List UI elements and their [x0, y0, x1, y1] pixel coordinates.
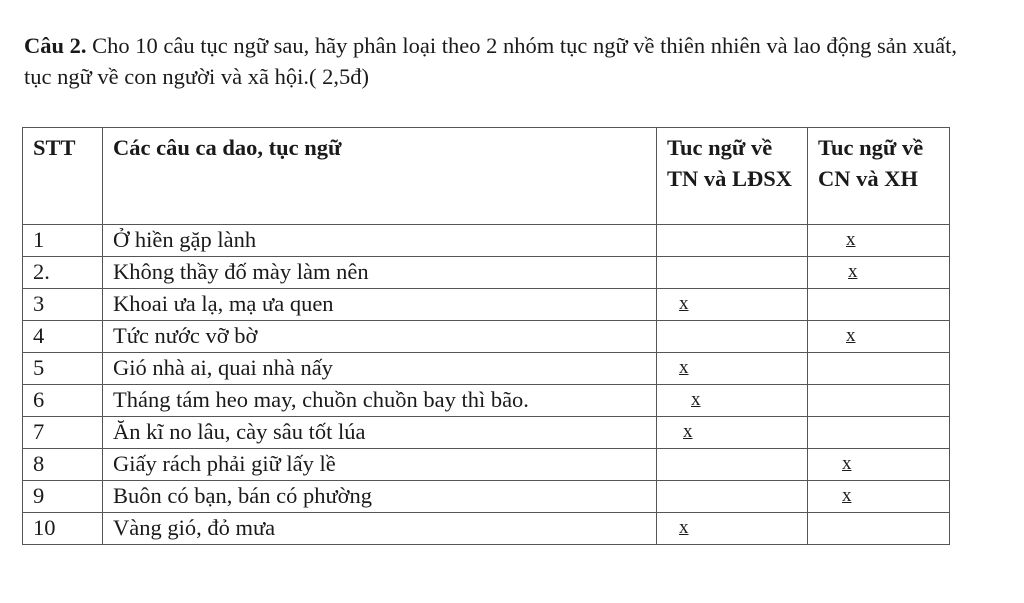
- row-mark-nature-labor: x: [657, 417, 808, 449]
- row-mark-people-society: [808, 385, 950, 417]
- row-stt: 8: [23, 449, 103, 481]
- question-text: [24, 30, 984, 92]
- row-stt: 1: [23, 225, 103, 257]
- row-proverb: Không thầy đố mày làm nên: [103, 257, 657, 289]
- row-proverb: Khoai ưa lạ, mạ ưa quen: [103, 289, 657, 321]
- proverb-table: [22, 127, 950, 545]
- row-mark-people-society: [808, 353, 950, 385]
- row-mark-nature-labor: x: [657, 289, 808, 321]
- question-label: Câu 2.: [24, 33, 87, 58]
- row-proverb: Gió nhà ai, quai nhà nấy: [103, 353, 657, 385]
- row-stt: 10: [23, 513, 103, 545]
- row-mark-nature-labor: x: [657, 513, 808, 545]
- table-row: [23, 481, 950, 513]
- table-row: [23, 417, 950, 449]
- row-mark-people-society: [808, 513, 950, 545]
- row-stt: 7: [23, 417, 103, 449]
- row-mark-people-society: x: [808, 225, 950, 257]
- header-people-society: Tuc ngữ về CN và XH: [808, 128, 950, 225]
- row-stt: 9: [23, 481, 103, 513]
- row-mark-nature-labor: [657, 257, 808, 289]
- table-row: [23, 321, 950, 353]
- row-mark-people-society: x: [808, 257, 950, 289]
- table-row: [23, 289, 950, 321]
- row-stt: 4: [23, 321, 103, 353]
- row-mark-nature-labor: [657, 225, 808, 257]
- question-body: Cho 10 câu tục ngữ sau, hãy phân loại theo 2 nhóm tục ngữ về thiên nhiên và lao động sản xuất, tục ngữ về con người và xã hội.( 2,5đ): [24, 33, 957, 89]
- row-mark-nature-labor: x: [657, 385, 808, 417]
- row-mark-people-society: [808, 417, 950, 449]
- table-row: [23, 257, 950, 289]
- row-mark-people-society: [808, 289, 950, 321]
- row-mark-nature-labor: [657, 449, 808, 481]
- row-mark-nature-labor: x: [657, 353, 808, 385]
- row-proverb: Vàng gió, đỏ mưa: [103, 513, 657, 545]
- row-mark-nature-labor: [657, 321, 808, 353]
- table-header-row: [23, 128, 950, 225]
- table-row: [23, 225, 950, 257]
- row-proverb: Tức nước vỡ bờ: [103, 321, 657, 353]
- row-stt: 3: [23, 289, 103, 321]
- row-mark-people-society: x: [808, 321, 950, 353]
- row-mark-people-society: x: [808, 449, 950, 481]
- row-proverb: Ở hiền gặp lành: [103, 225, 657, 257]
- row-mark-nature-labor: [657, 481, 808, 513]
- table-row: [23, 449, 950, 481]
- table-row: [23, 353, 950, 385]
- table-row: [23, 513, 950, 545]
- row-stt: 6: [23, 385, 103, 417]
- row-proverb: Ăn kĩ no lâu, cày sâu tốt lúa: [103, 417, 657, 449]
- header-proverb: Các câu ca dao, tục ngữ: [103, 128, 657, 225]
- table-row: [23, 385, 950, 417]
- row-mark-people-society: x: [808, 481, 950, 513]
- header-stt: STT: [23, 128, 103, 225]
- row-proverb: Tháng tám heo may, chuồn chuồn bay thì bão.: [103, 385, 657, 417]
- row-stt: 2.: [23, 257, 103, 289]
- row-stt: 5: [23, 353, 103, 385]
- header-nature-labor: Tuc ngữ về TN và LĐSX: [657, 128, 808, 225]
- row-proverb: Buôn có bạn, bán có phường: [103, 481, 657, 513]
- row-proverb: Giấy rách phải giữ lấy lề: [103, 449, 657, 481]
